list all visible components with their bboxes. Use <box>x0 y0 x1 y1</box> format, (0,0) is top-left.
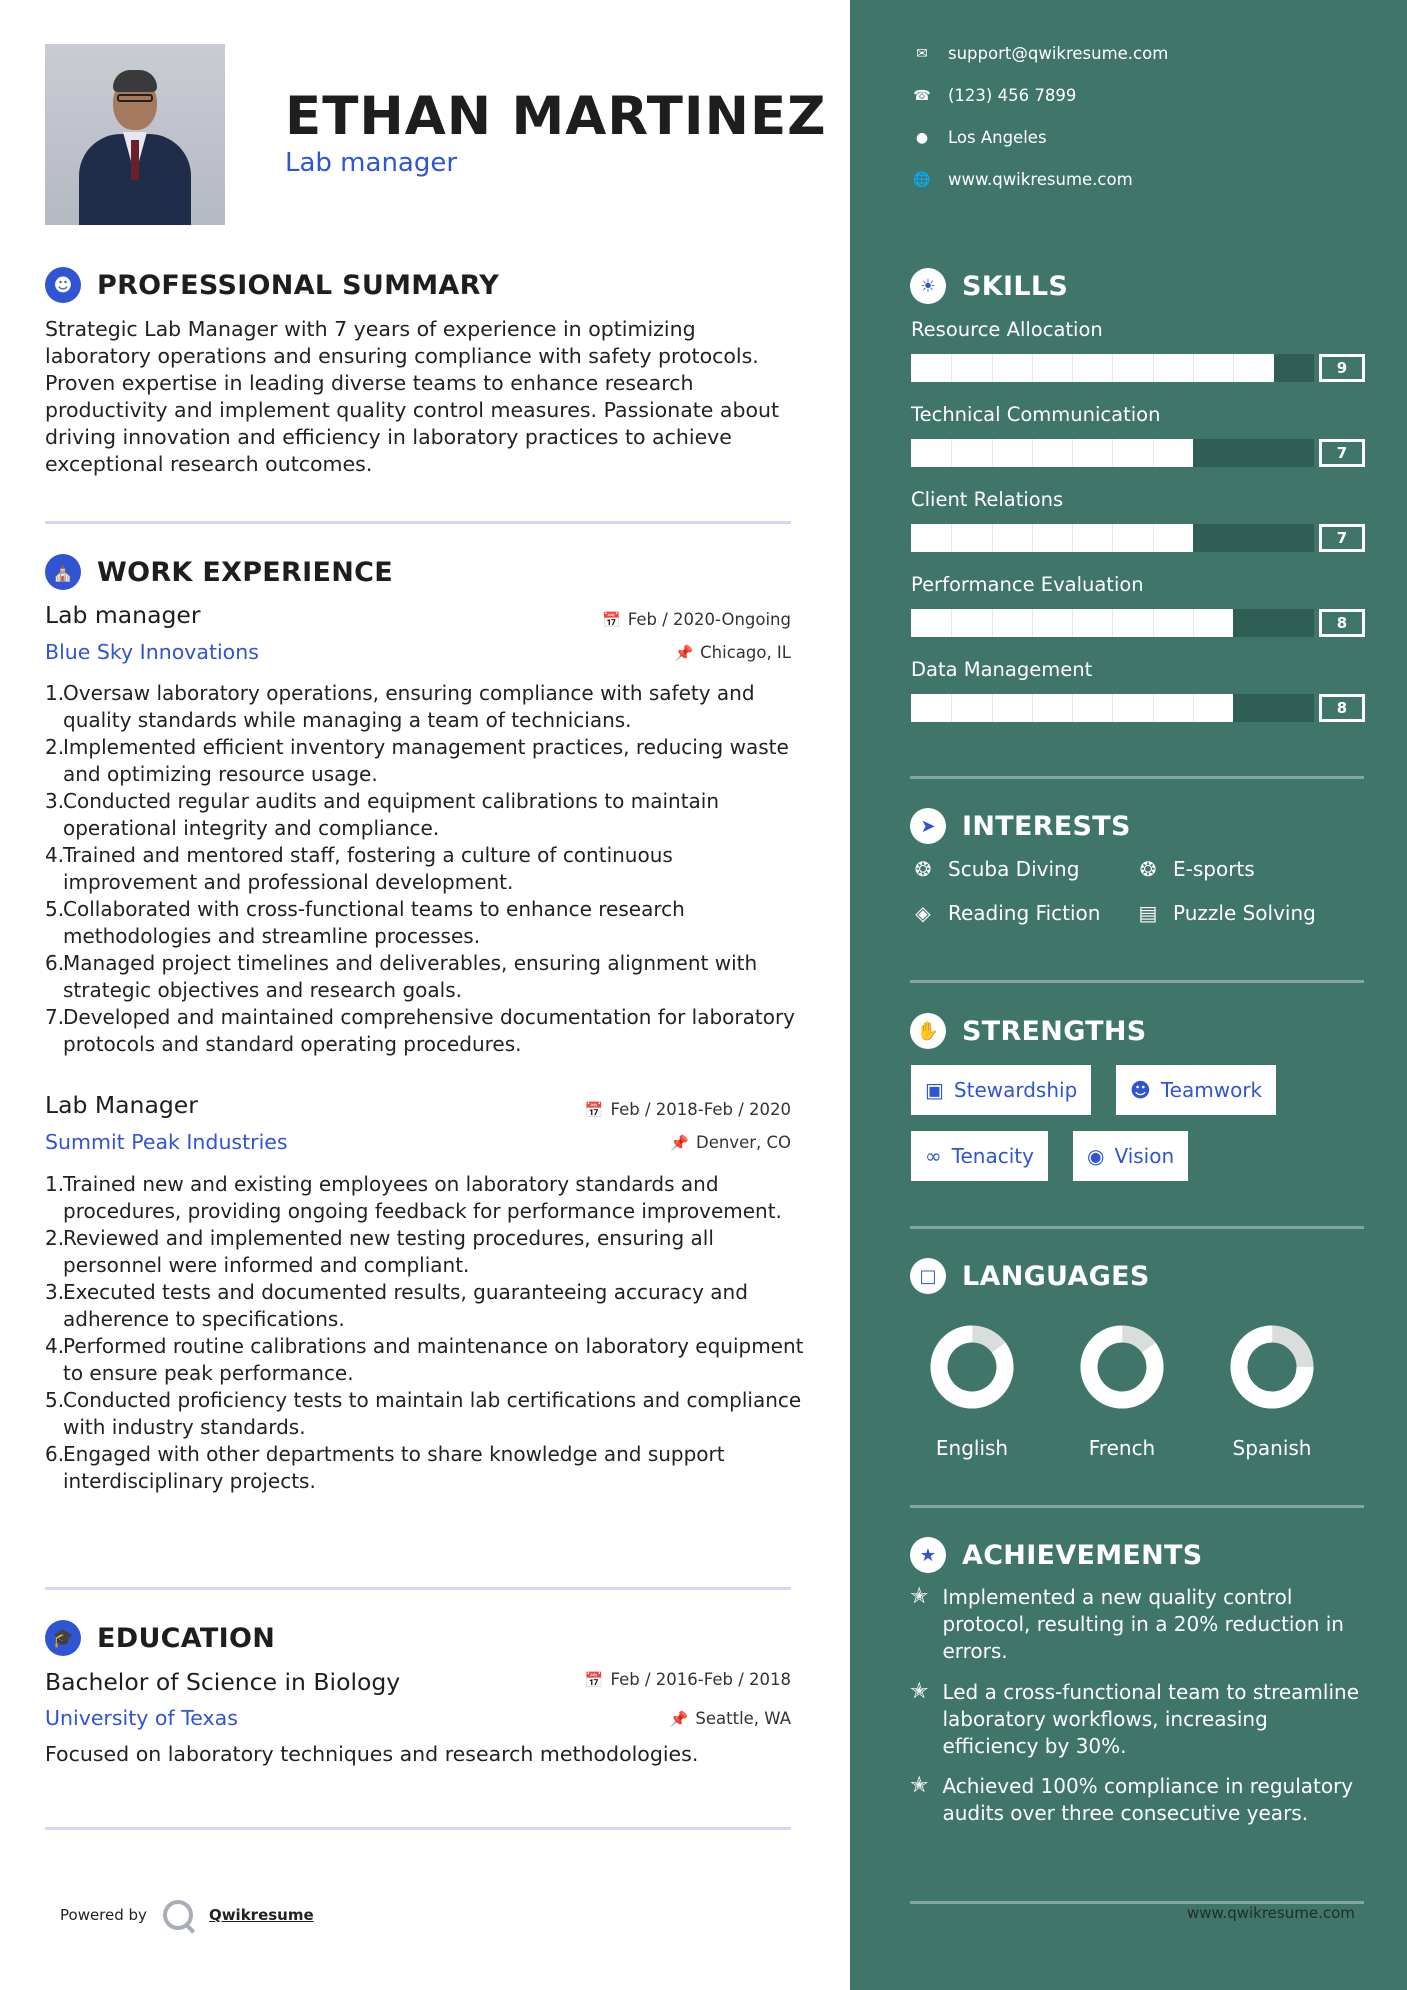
interest-item: ◈ Reading Fiction <box>910 901 1100 925</box>
globe-icon: 🌐 <box>913 171 931 188</box>
skill-bar <box>911 694 1314 722</box>
languages-title: LANGUAGES <box>962 1260 1150 1292</box>
list-item: 6. Managed project timelines and deliverables, ensuring alignment with strategic objectives and research goals. <box>45 951 758 1002</box>
link-icon: ∞ <box>925 1144 942 1168</box>
section-divider <box>45 1827 791 1830</box>
list-item: 6. Engaged with other departments to share knowledge and support interdisciplinary projects. <box>45 1442 725 1493</box>
job-location: 📌 Denver, CO <box>670 1133 791 1152</box>
strength-tag: ☻ Teamwork <box>1116 1065 1276 1115</box>
star-icon: ✭ <box>910 1679 929 1704</box>
degree-title: Bachelor of Science in Biology <box>45 1668 401 1696</box>
strengths-heading <box>910 1013 1147 1049</box>
briefcase-icon: ▣ <box>925 1078 944 1102</box>
job-date: 📅 Feb / 2020-Ongoing <box>602 610 791 629</box>
list-item: 2. Reviewed and implemented new testing procedures, ensuring all personnel were informed and compliant. <box>45 1226 714 1277</box>
skill-name: Technical Communication <box>911 403 1161 426</box>
interests-heading <box>910 808 1131 844</box>
list-item: 1. Trained new and existing employees on laboratory standards and procedures, providing ongoing feedback for performance improvement. <box>45 1172 782 1223</box>
profile-photo <box>45 44 225 225</box>
interest-item: ▤ Puzzle Solving <box>1135 901 1316 925</box>
language-level-ring <box>927 1322 1017 1412</box>
pin-icon: 📌 <box>670 1134 689 1152</box>
list-item: 2. Implemented efficient inventory management practices, reducing waste and optimizing resource usage. <box>45 735 789 786</box>
pin-icon: 📌 <box>674 644 694 662</box>
achievement-item: ✭ Led a cross-functional team to streamline laboratory workflows, increasing efficiency by 30%. <box>910 1679 1359 1758</box>
job-bullets <box>45 1171 805 1495</box>
strengths-title: STRENGTHS <box>962 1015 1147 1047</box>
section-divider <box>910 1505 1364 1508</box>
achievements-title: ACHIEVEMENTS <box>962 1539 1203 1571</box>
job-date: 📅 Feb / 2018-Feb / 2020 <box>584 1100 791 1119</box>
job-company: Blue Sky Innovations <box>45 640 259 664</box>
candidate-role: Lab manager <box>285 148 458 178</box>
powered-by-label: Powered by <box>60 1906 147 1924</box>
job-company: Summit Peak Industries <box>45 1130 288 1154</box>
section-divider <box>910 980 1364 983</box>
language-name: Spanish <box>1232 1436 1312 1460</box>
skill-bar-fill <box>911 609 1233 637</box>
interest-item: ❂ E-sports <box>1135 857 1255 881</box>
paper-plane-icon: ➤ <box>910 808 946 844</box>
education-heading <box>45 1620 275 1656</box>
calendar-icon: 📅 <box>584 1101 604 1119</box>
list-item: 3. Executed tests and documented results, guaranteeing accuracy and adherence to specifications. <box>45 1280 748 1331</box>
user-icon: ☻ <box>45 267 81 303</box>
skill-name: Resource Allocation <box>911 318 1103 341</box>
interests-title: INTERESTS <box>962 810 1131 842</box>
contact-location: ● Los Angeles <box>912 128 1047 147</box>
fist-icon: ✋ <box>910 1013 946 1049</box>
strength-tag: ∞ Tenacity <box>911 1131 1048 1181</box>
education-title: EDUCATION <box>97 1622 276 1654</box>
list-item: 4. Trained and mentored staff, fostering a culture of continuous improvement and professional development. <box>45 843 673 894</box>
phone-icon: ☎ <box>913 87 931 104</box>
skill-bar <box>911 354 1314 382</box>
interest-item: ❂ Scuba Diving <box>910 857 1079 881</box>
skills-title: SKILLS <box>962 270 1069 302</box>
binoculars-icon: ◉ <box>1087 1144 1105 1168</box>
job-title: Lab manager <box>45 601 201 629</box>
calendar-icon: 📅 <box>602 611 621 629</box>
strength-tag: ◉ Vision <box>1073 1131 1188 1181</box>
skill-bar-fill <box>911 524 1193 552</box>
achievement-item: ✭ Implemented a new quality control protocol, resulting in a 20% reduction in errors. <box>910 1584 1344 1663</box>
language-level-ring <box>1077 1322 1167 1412</box>
skills-heading <box>910 268 1068 304</box>
section-divider <box>910 776 1364 779</box>
list-item: 3. Conducted regular audits and equipment calibrations to maintain operational integrity and compliance. <box>45 789 720 840</box>
footer-website[interactable]: www.qwikresume.com <box>1187 1904 1355 1922</box>
skill-bar <box>911 609 1314 637</box>
achievements-heading <box>910 1537 1203 1573</box>
star-icon: ★ <box>910 1537 946 1573</box>
graduation-cap-icon: 🎓 <box>45 1620 81 1656</box>
section-divider <box>45 521 791 524</box>
gamepad-icon: ◈ <box>915 901 931 925</box>
job-location: 📌 Chicago, IL <box>674 643 791 662</box>
skill-name: Client Relations <box>911 488 1064 511</box>
education-location: 📌 Seattle, WA <box>669 1709 791 1728</box>
list-item: 4. Performed routine calibrations and maintenance on laboratory equipment to ensure peak performance. <box>45 1334 804 1385</box>
summary-heading <box>45 267 499 303</box>
skill-score: 8 <box>1319 694 1365 722</box>
skill-bar <box>911 439 1314 467</box>
map-pin-icon: ● <box>915 129 929 146</box>
education-description: Focused on laboratory techniques and research methodologies. <box>45 1742 699 1766</box>
skill-score: 9 <box>1319 354 1365 382</box>
skill-bar-fill <box>911 694 1233 722</box>
skill-score: 7 <box>1319 524 1365 552</box>
list-item: 1. Oversaw laboratory operations, ensuring compliance with safety and quality standards while managing a team of technicians. <box>45 681 755 732</box>
skill-score: 8 <box>1319 609 1365 637</box>
sidebar <box>850 0 1407 1990</box>
candidate-name: ETHAN MARTINEZ <box>285 86 827 147</box>
job-bullets <box>45 680 805 1058</box>
language-name: English <box>935 1436 1009 1460</box>
skill-name: Performance Evaluation <box>911 573 1144 596</box>
envelope-icon: ✉ <box>916 45 928 62</box>
list-item: 5. Conducted proficiency tests to maintain lab certifications and compliance with industry standards. <box>45 1388 802 1439</box>
lightbulb-icon: ☀ <box>910 268 946 304</box>
star-icon: ✭ <box>910 1584 929 1609</box>
language-item <box>1062 1322 1182 1460</box>
life-ring-icon: ❂ <box>914 857 932 881</box>
section-divider <box>45 1587 791 1590</box>
star-icon: ✭ <box>910 1773 929 1798</box>
education-date: 📅 Feb / 2016-Feb / 2018 <box>584 1670 791 1689</box>
language-item <box>1212 1322 1332 1460</box>
skill-bar-fill <box>911 354 1274 382</box>
skill-bar <box>911 524 1314 552</box>
skill-score: 7 <box>1319 439 1365 467</box>
list-item: 7. Developed and maintained comprehensive documentation for laboratory protocols and standard operating procedures. <box>45 1005 796 1056</box>
language-level-arc <box>1077 1322 1167 1412</box>
summary-title: PROFESSIONAL SUMMARY <box>97 269 500 301</box>
list-item: 5. Collaborated with cross-functional teams to enhance research methodologies and streamline processes. <box>45 897 685 948</box>
language-level-arc <box>927 1322 1017 1412</box>
language-name: French <box>1088 1436 1156 1460</box>
qwikresume-link[interactable]: Qwikresume <box>208 1906 314 1924</box>
section-divider <box>910 1226 1364 1229</box>
work-title: WORK EXPERIENCE <box>97 556 393 588</box>
contact-phone[interactable]: ☎ (123) 456 7899 <box>913 86 1077 105</box>
language-level-ring <box>1227 1322 1317 1412</box>
contact-website[interactable]: 🌐 www.qwikresume.com <box>913 170 1133 189</box>
strength-tag: ▣ Stewardship <box>911 1065 1091 1115</box>
languages-heading <box>910 1258 1150 1294</box>
language-item <box>912 1322 1032 1460</box>
language-icon: □ <box>910 1258 946 1294</box>
job-title: Lab Manager <box>45 1091 198 1119</box>
calendar-icon: 📅 <box>584 1671 604 1689</box>
qwikresume-logo-icon <box>163 1900 193 1930</box>
skill-name: Data Management <box>911 658 1093 681</box>
book-icon: ▤ <box>1138 901 1158 925</box>
life-ring-icon: ❂ <box>1139 857 1157 881</box>
school-name: University of Texas <box>45 1706 238 1730</box>
contact-email[interactable]: ✉ support@qwikresume.com <box>912 44 1168 63</box>
office-chair-icon: ⛪ <box>45 554 81 590</box>
achievement-item: ✭ Achieved 100% compliance in regulatory audits over three consecutive years. <box>910 1773 1354 1825</box>
users-icon: ☻ <box>1130 1078 1151 1102</box>
work-heading <box>45 554 393 590</box>
powered-by <box>60 1900 314 1930</box>
skill-bar-fill <box>911 439 1193 467</box>
pin-icon: 📌 <box>669 1710 689 1728</box>
summary-text: Strategic Lab Manager with 7 years of experience in optimizing laboratory operations and ensuring compliance with safety protocols. Proven expertise in leading diverse teams to enhance research productivity and implement quality control measures. Passionate about driving innovation and efficiency in laboratory practices to achieve exceptional research outcomes. <box>45 317 780 476</box>
